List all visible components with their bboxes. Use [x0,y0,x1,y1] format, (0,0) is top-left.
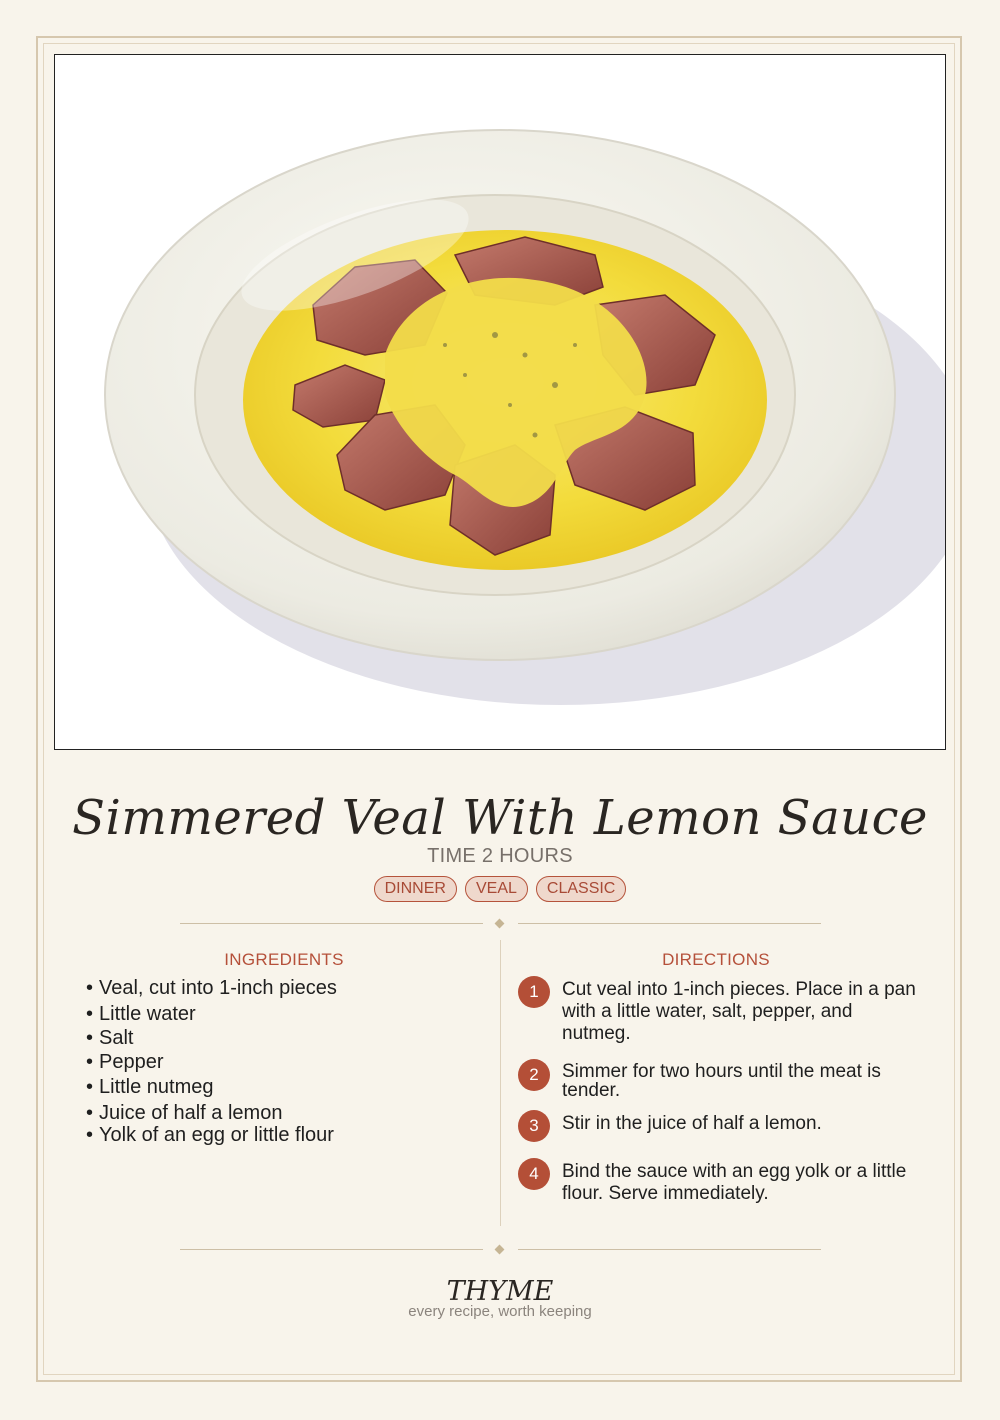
tag-classic[interactable]: CLASSIC [536,876,626,902]
tag-dinner[interactable]: DINNER [374,876,457,902]
cook-time: TIME 2 HOURS [427,845,573,867]
step-number: 2 [518,1059,550,1091]
list-item: • Salt [86,1027,134,1049]
ingredients-heading: INGREDIENTS [224,950,344,969]
recipe-title: Simmered Veal With Lemon Sauce [72,790,928,846]
step-text: Cut veal into 1-inch pieces. Place in a pan with a little water, salt, pepper, and nutmeg. [562,979,916,1044]
list-item: • Little nutmeg [86,1076,214,1098]
column-divider [500,940,501,1226]
step-text: Stir in the juice of half a lemon. [562,1113,822,1134]
brand-logo: THYME [446,1276,554,1307]
list-item: • Yolk of an egg or little flour [86,1124,334,1146]
top-divider [180,918,821,930]
directions-heading: DIRECTIONS [662,950,770,969]
step-number: 3 [518,1110,550,1142]
step-number: 4 [518,1158,550,1190]
dish-illustration [54,54,946,750]
list-item: • Veal, cut into 1-inch pieces [86,977,337,999]
list-item: • Juice of half a lemon [86,1102,283,1124]
tag-list [0,876,1000,902]
ingredient-list [86,976,486,1147]
list-item: • Little water [86,1003,196,1025]
step-text: Simmer for two hours until the meat is tender. [562,1061,881,1101]
list-item: • Pepper [86,1051,164,1073]
tag-veal[interactable]: VEAL [465,876,528,902]
brand-tagline: every recipe, worth keeping [408,1303,592,1320]
divider-diamond-icon [495,919,505,929]
step-number: 1 [518,976,550,1008]
bottom-divider [180,1244,821,1256]
step-text: Bind the sauce with an egg yolk or a little flour. Serve immediately. [562,1161,907,1204]
divider-diamond-icon [495,1245,505,1255]
